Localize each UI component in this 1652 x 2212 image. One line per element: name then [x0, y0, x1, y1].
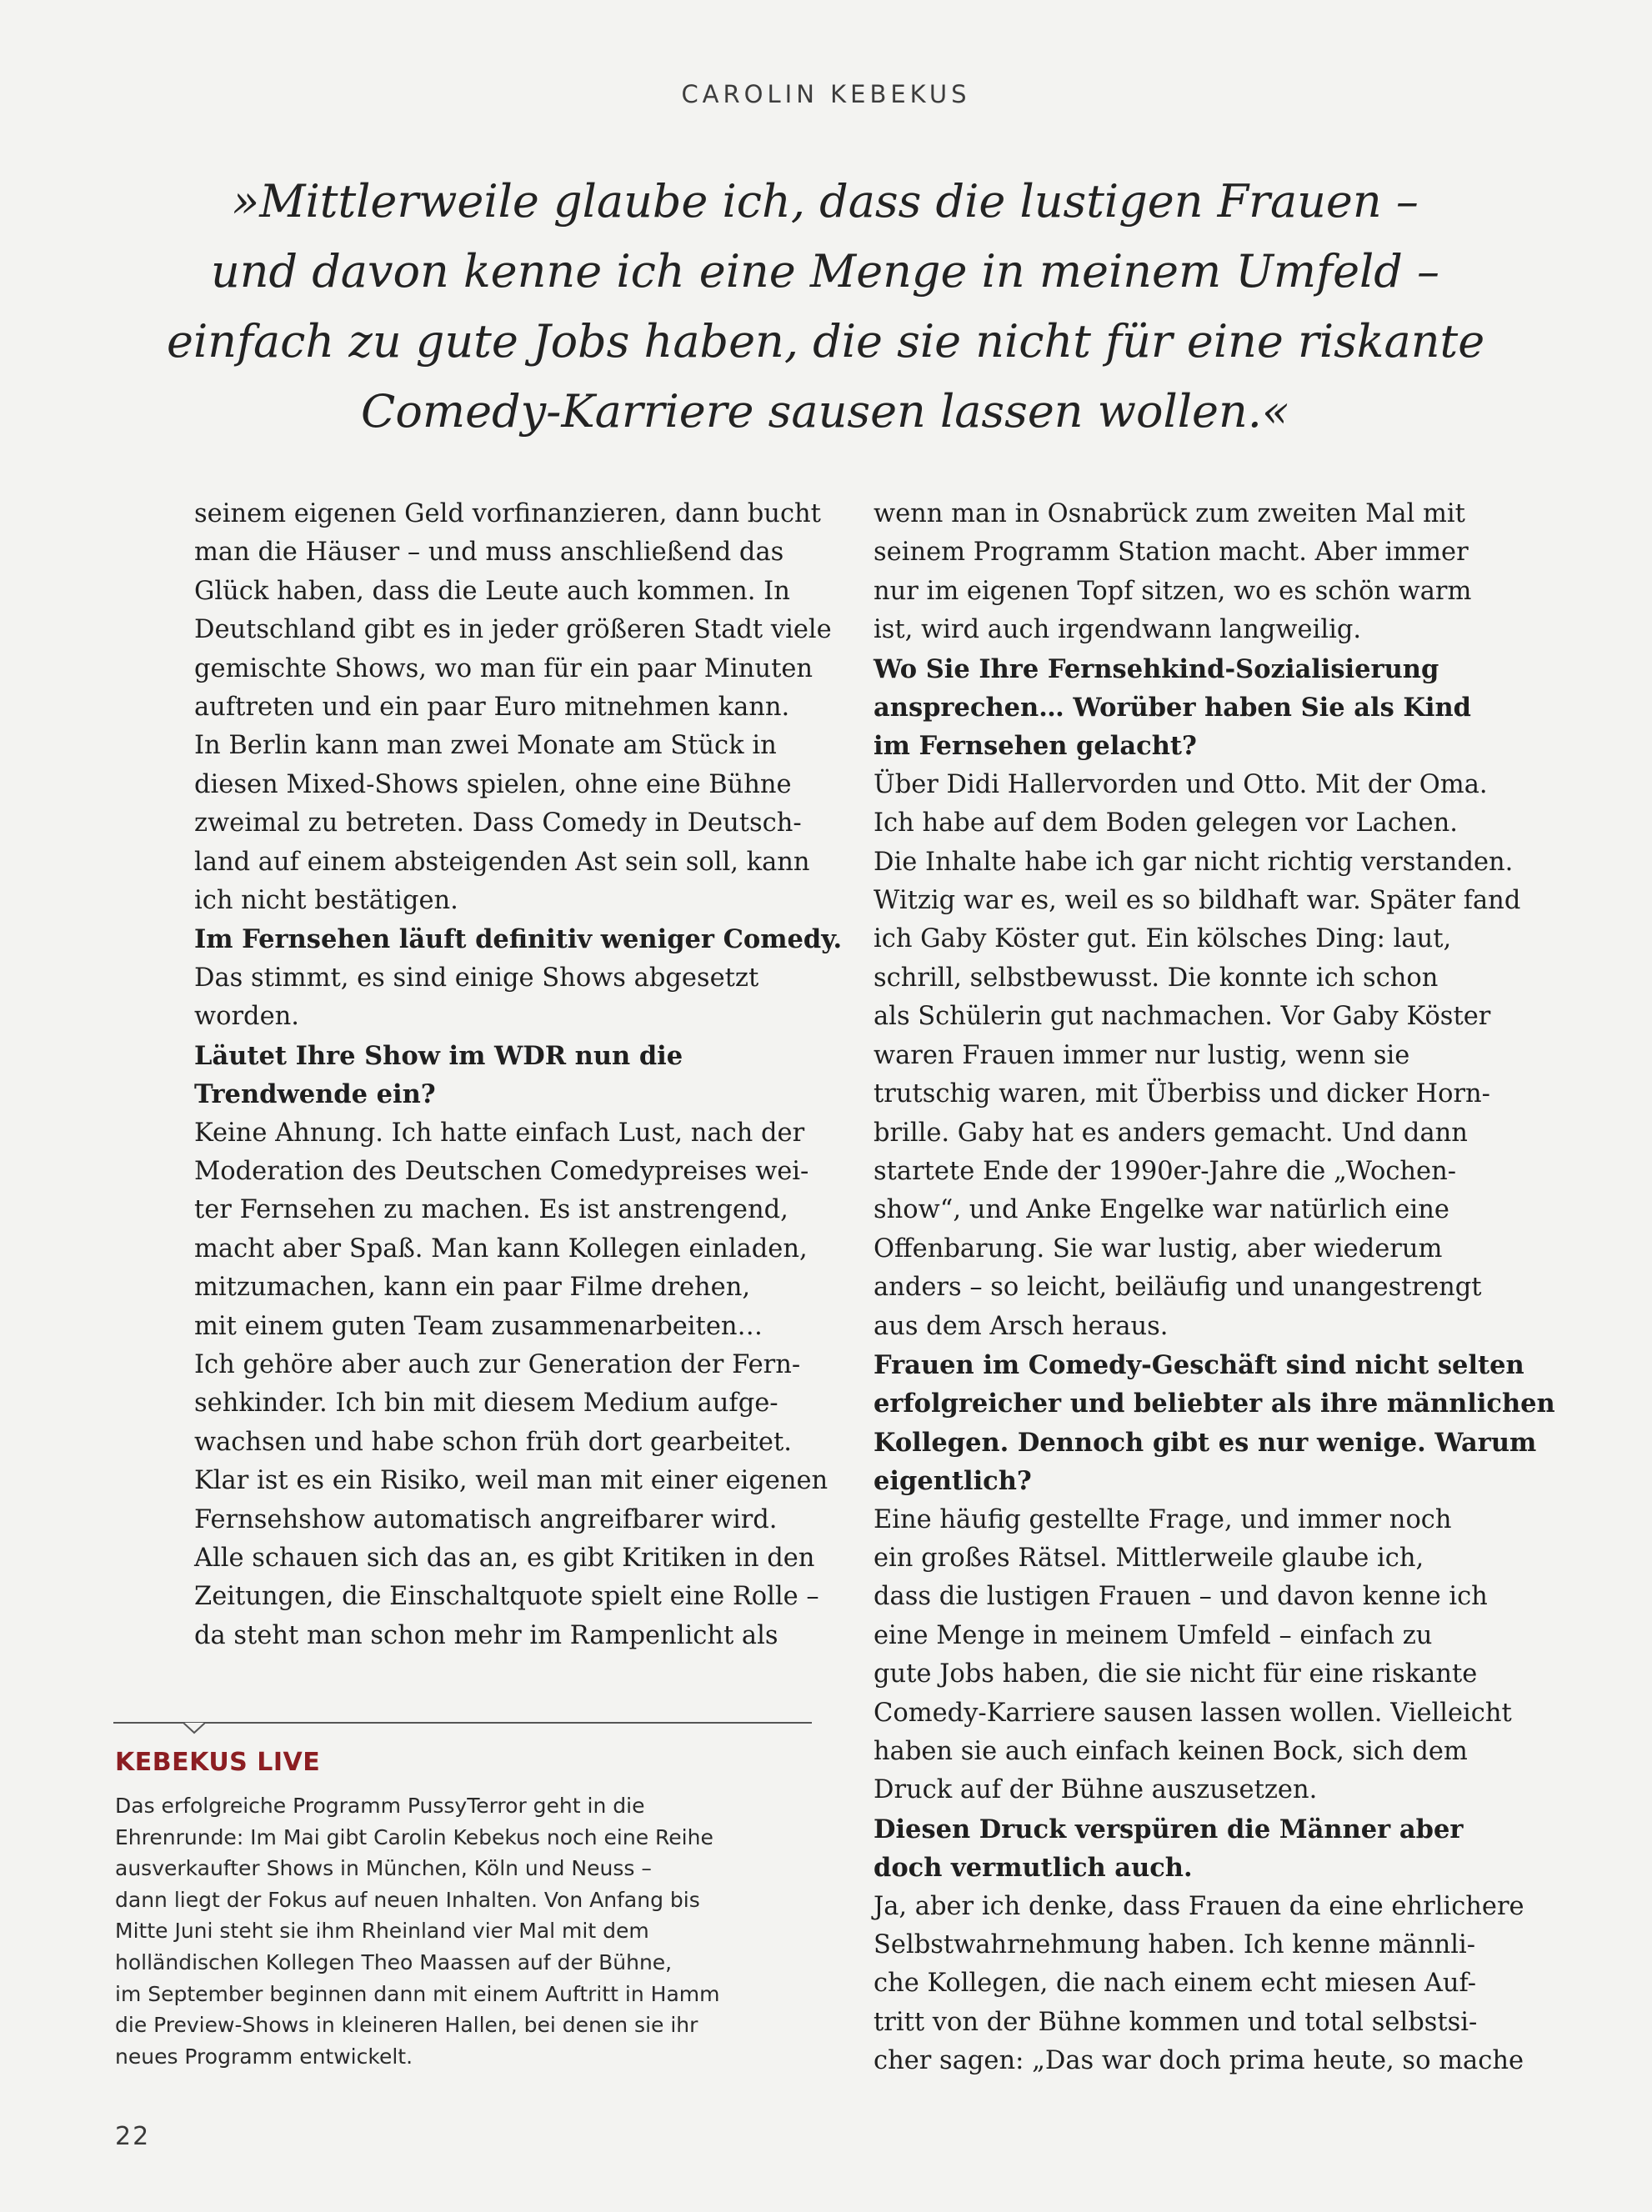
right-column-text-line: Eine häufig gestellte Frage, und immer noch [874, 1504, 1452, 1534]
right-column-text-line: ist, wird auch irgendwann langweilig. [874, 615, 1362, 645]
left-column-text-line: Zeitungen, die Einschaltquote spielt eine Rolle – [194, 1582, 819, 1612]
right-column-text-line: startete Ende der 1990er-Jahre die „Wochen- [874, 1156, 1457, 1186]
left-column-text-line: seinem eigenen Geld vorfinanzieren, dann bucht [194, 499, 821, 528]
left-column-text-line: ich nicht bestätigen. [194, 886, 458, 916]
right-column-text-line: show“, und Anke Engelke war natürlich eine [874, 1195, 1449, 1225]
sidebar-text-line: holländischen Kollegen Theo Maassen auf der Bühne, [115, 1949, 673, 1974]
sidebar-text-line: die Preview-Shows in kleineren Hallen, bei denen sie ihr [115, 2013, 698, 2038]
right-column-text-line: Witzig war es, weil es so bildhaft war. Später fand [874, 886, 1521, 916]
right-column-question-line: im Fernsehen gelacht? [874, 731, 1197, 762]
right-column-text-line: brille. Gaby hat es anders gemacht. Und dann [874, 1118, 1468, 1148]
right-column-question-line: doch vermutlich auch. [874, 1853, 1193, 1884]
sidebar-text-line: neues Programm entwickelt. [115, 2044, 413, 2069]
left-column-text-line: Alle schauen sich das an, es gibt Kritiken in den [194, 1543, 815, 1573]
left-column-text-line: Keine Ahnung. Ich hatte einfach Lust, nach der [194, 1118, 805, 1148]
left-column-text-line: Glück haben, dass die Leute auch kommen. In [194, 576, 790, 606]
running-head: CAROLIN KEBEKUS [681, 80, 971, 108]
sidebar-text [115, 1790, 815, 2072]
left-column-text-line: diesen Mixed-Shows spielen, ohne eine Bühne [194, 769, 792, 799]
left-column-text-line: man die Häuser – und muss anschließend das [194, 538, 784, 568]
pull-quote-line: und davon kenne ich eine Menge in meinem Umfeld – [210, 245, 1440, 298]
left-column-text-line: mit einem guten Team zusammenarbeiten… [194, 1311, 763, 1341]
sidebar-divider [113, 1722, 812, 1724]
pull-quote-line: Comedy-Karriere sausen lassen wollen.« [361, 385, 1289, 438]
sidebar-text-line: im September beginnen dann mit einem Auftritt in Hamm [115, 1981, 720, 2006]
sidebar-title: KEBEKUS LIVE [115, 1748, 321, 1777]
left-column-text-line: Moderation des Deutschen Comedypreises wei- [194, 1156, 809, 1186]
left-column-text-line: Deutschland gibt es in jeder größeren Stadt viele [194, 615, 832, 645]
left-column-text-line: In Berlin kann man zwei Monate am Stück in [194, 731, 777, 761]
right-column-text-line: anders – so leicht, beiläufig und unangestrengt [874, 1273, 1482, 1303]
right-column-text-line: Ja, aber ich denke, dass Frauen da eine ehrlichere [874, 1891, 1524, 1921]
sidebar-text-line: Ehrenrunde: Im Mai gibt Carolin Kebekus noch eine Reihe [115, 1824, 713, 1849]
right-column-text-line: als Schülerin gut nachmachen. Vor Gaby Köster [874, 1002, 1491, 1032]
left-column-text-line: Fernsehshow automatisch angreifbarer wird. [194, 1504, 778, 1534]
right-column-text-line: seinem Programm Station macht. Aber immer [874, 538, 1469, 568]
right-column-text-line: gute Jobs haben, die sie nicht für eine riskante [874, 1659, 1478, 1689]
article-column-left [194, 495, 843, 1655]
right-column-text-line: Offenbarung. Sie war lustig, aber wiederum [874, 1234, 1443, 1264]
left-column-text-line: gemischte Shows, wo man für ein paar Minuten [194, 653, 813, 683]
sidebar-text-line: dann liegt der Fokus auf neuen Inhalten. Von Anfang bis [115, 1887, 700, 1912]
right-column-text-line: waren Frauen immer nur lustig, wenn sie [874, 1040, 1410, 1070]
article-column-right [874, 495, 1555, 2081]
right-column-text-line: che Kollegen, die nach einem echt miesen Auf- [874, 1969, 1477, 1999]
left-column-text-line: worden. [194, 1002, 299, 1032]
right-column-text-line: trutschig waren, mit Überbiss und dicker Horn- [874, 1079, 1490, 1109]
left-column-question-line: Läutet Ihre Show im WDR nun die [194, 1040, 683, 1071]
right-column-text-line: tritt von der Bühne kommen und total selbstsi- [874, 2007, 1478, 2037]
right-column-question-line: Frauen im Comedy-Geschäft sind nicht selten [874, 1349, 1524, 1380]
right-column-text-line: dass die lustigen Frauen – und davon kenne ich [874, 1582, 1488, 1612]
sidebar-text-line: Mitte Juni steht sie ihm Rheinland vier Mal mit dem [115, 1919, 649, 1944]
right-column-text-line: nur im eigenen Topf sitzen, wo es schön warm [874, 576, 1472, 606]
sidebar-text-line: ausverkaufter Shows in München, Köln und Neuss – [115, 1856, 652, 1881]
right-column-text-line: schrill, selbstbewusst. Die konnte ich schon [874, 963, 1439, 993]
right-column-text-line: Die Inhalte habe ich gar nicht richtig verstanden. [874, 847, 1514, 877]
left-column-question-line: Trendwende ein? [194, 1079, 436, 1110]
right-column-text-line: haben sie auch einfach keinen Bock, sich dem [874, 1737, 1468, 1766]
right-column-question-line: Kollegen. Dennoch gibt es nur wenige. Warum [874, 1427, 1537, 1458]
left-column-text-line: wachsen und habe schon früh dort gearbeitet. [194, 1427, 792, 1457]
right-column-question-line: erfolgreicher und beliebter als ihre männlichen [874, 1389, 1555, 1419]
page-number: 22 [115, 2122, 151, 2151]
right-column-text-line: cher sagen: „Das war doch prima heute, so mache [874, 2046, 1524, 2076]
left-column-text-line: auftreten und ein paar Euro mitnehmen kann. [194, 693, 790, 723]
right-column-text-line: ein großes Rätsel. Mittlerweile glaube ich, [874, 1543, 1424, 1573]
right-column-text-line: Über Didi Hallervorden und Otto. Mit der Oma. [874, 769, 1488, 799]
sidebar-text-line: Das erfolgreiche Programm PussyTerror geht in die [115, 1794, 645, 1818]
left-column-text-line: zweimal zu betreten. Dass Comedy in Deutsch- [194, 808, 802, 838]
left-column-text-line: ter Fernsehen zu machen. Es ist anstrengend, [194, 1195, 788, 1225]
right-column-text-line: aus dem Arsch heraus. [874, 1311, 1169, 1341]
right-column-question-line: ansprechen… Worüber haben Sie als Kind [874, 693, 1471, 723]
right-column-question-line: Diesen Druck verspüren die Männer aber [874, 1814, 1464, 1844]
right-column-text-line: wenn man in Osnabrück zum zweiten Mal mit [874, 499, 1465, 528]
right-column-question-line: Wo Sie Ihre Fernsehkind-Sozialisierung [874, 653, 1439, 684]
right-column-text-line: Selbstwahrnehmung haben. Ich kenne männli- [874, 1930, 1476, 1960]
left-column-text-line: Das stimmt, es sind einige Shows abgesetzt [194, 963, 759, 993]
right-column-text-line: Comedy-Karriere sausen lassen wollen. Vielleicht [874, 1698, 1512, 1728]
pull-quote [167, 167, 1484, 447]
left-column-question-line: Im Fernsehen läuft definitiv weniger Comedy. [194, 924, 843, 955]
right-column-text-line: Druck auf der Bühne auszusetzen. [874, 1775, 1318, 1805]
left-column-text-line: mitzumachen, kann ein paar Filme drehen, [194, 1273, 751, 1303]
left-column-text-line: da steht man schon mehr im Rampenlicht als [194, 1620, 778, 1650]
right-column-question-line: eigentlich? [874, 1466, 1032, 1497]
left-column-text-line: macht aber Spaß. Man kann Kollegen einladen, [194, 1234, 808, 1264]
left-column-text-line: Ich gehöre aber auch zur Generation der Fern- [194, 1349, 801, 1379]
left-column-text-line: Klar ist es ein Risiko, weil man mit einer eigenen [194, 1466, 829, 1496]
left-column-text-line: sehkinder. Ich bin mit diesem Medium aufge- [194, 1389, 778, 1419]
right-column-text-line: eine Menge in meinem Umfeld – einfach zu [874, 1620, 1433, 1650]
pull-quote-line: einfach zu gute Jobs haben, die sie nicht für eine riskante [167, 315, 1485, 368]
right-column-text-line: Ich habe auf dem Boden gelegen vor Lachen. [874, 808, 1458, 838]
pull-quote-line: »Mittlerweile glaube ich, dass die lustigen Frauen – [232, 175, 1419, 228]
left-column-text-line: land auf einem absteigenden Ast sein soll, kann [194, 847, 810, 877]
sidebar-notch-icon [183, 1723, 205, 1734]
right-column-text-line: ich Gaby Köster gut. Ein kölsches Ding: laut, [874, 924, 1452, 954]
